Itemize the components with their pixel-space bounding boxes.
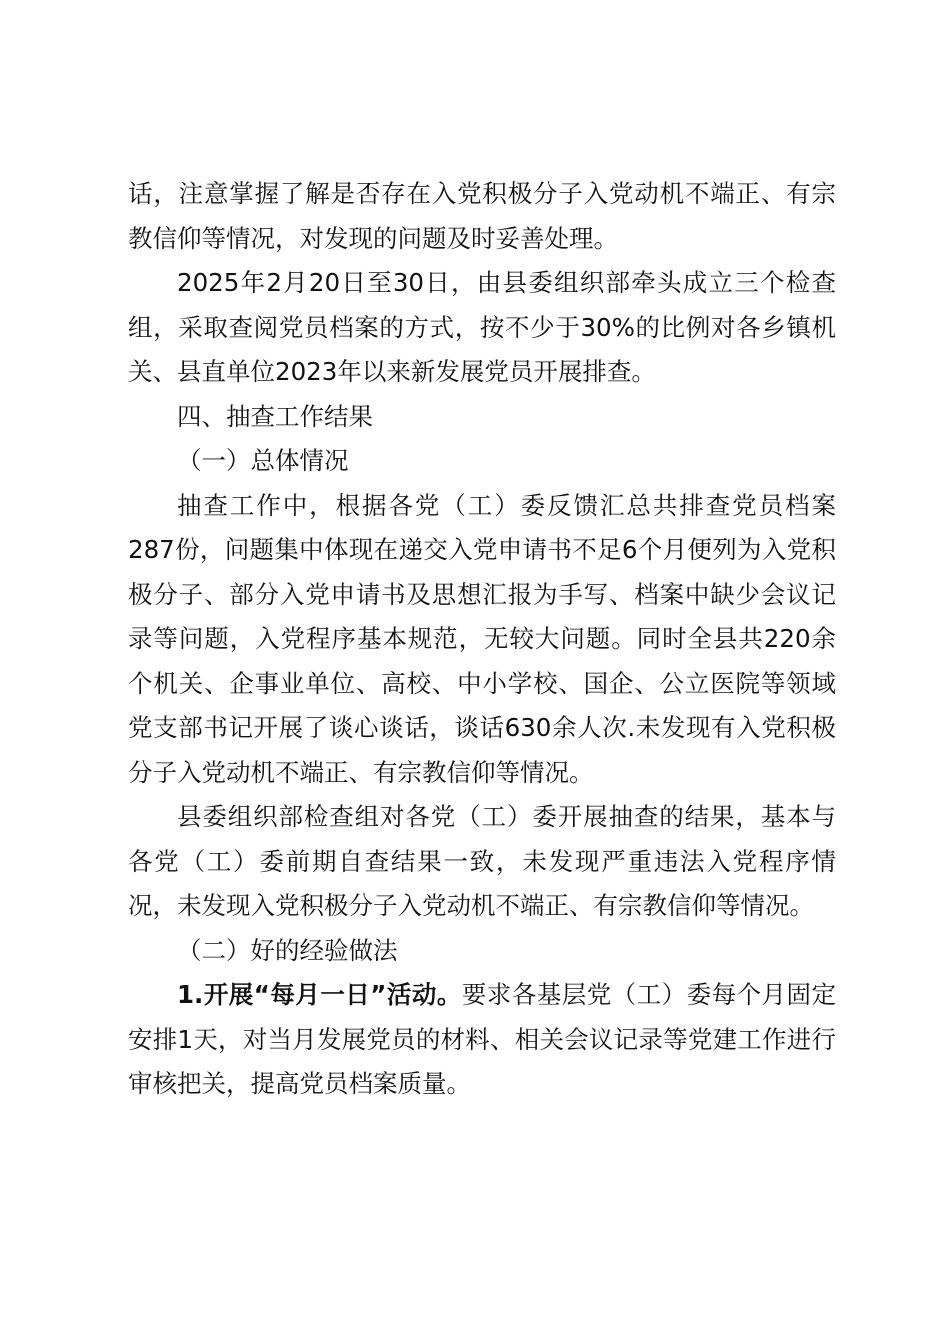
paragraph-inspection-consistency: 县委组织部检查组对各党（工）委开展抽查的结果，基本与各党（工）委前期自查结果一致，未发现严重违法入党程序情况，未发现入党积极分子入党动机不端正、有宗教信仰等情况。 xyxy=(128,802,836,920)
document-body xyxy=(128,172,836,1107)
paragraph-overall-findings: 抽查工作中，根据各党（工）委反馈汇总共排查党员档案287份，问题集中体现在递交入党申请书不足6个月便列为入党积极分子、部分入党申请书及思想汇报为手写、档案中缺少会议记录等问题，入党程序基本规范，无较大问题。同时全县共220余个机关、企事业单位、高校、中小学校、国企、公立医院等领域党支部书记开展了谈心谈话，谈话630余人次.未发现有入党积极分子入党动机不端正、有宗教信仰等情况。 xyxy=(128,490,836,787)
section-heading-results: 四、抽查工作结果 xyxy=(177,401,373,431)
activity-title: 1.开展“每月一日”活动。 xyxy=(177,980,462,1009)
paragraph-inspection-groups: 2025年2月20日至30日，由县委组织部牵头成立三个检查组，采取查阅党员档案的方式，按不少于30%的比例对各乡镇机关、县直单位2023年以来新发展党员开展排查。 xyxy=(128,268,836,386)
subsection-heading-experience: （二）好的经验做法 xyxy=(177,935,398,965)
paragraph-continuation: 话，注意掌握了解是否存在入党积极分子入党动机不端正、有宗教信仰等情况，对发现的问题及时妥善处理。 xyxy=(128,179,836,253)
activity-description: 要求各基层党（工）委每个月固定安排1天，对当月发展党员的材料、相关会议记录等党建工作进行审核把关，提高党员档案质量。 xyxy=(128,980,837,1098)
subsection-heading-overall: （一）总体情况 xyxy=(177,446,349,475)
paragraph-monthly-day-activity xyxy=(128,973,836,1107)
